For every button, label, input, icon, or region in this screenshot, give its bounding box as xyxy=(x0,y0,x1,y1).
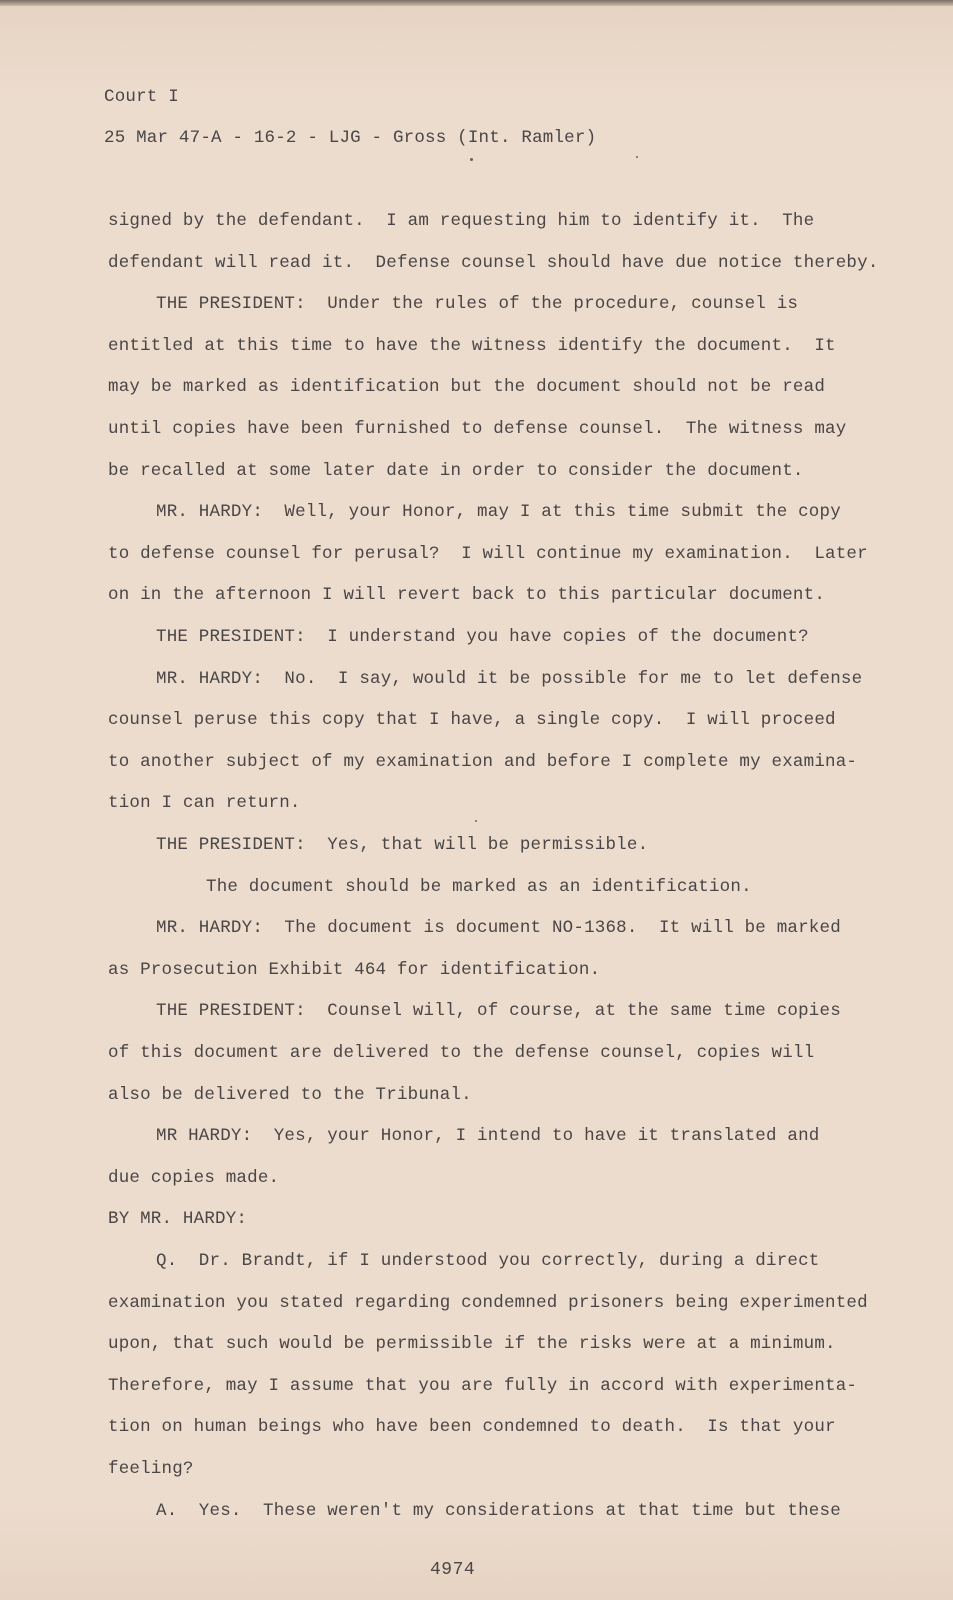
transcript-line: may be marked as identification but the document should not be read xyxy=(108,377,826,398)
transcript-line: MR HARDY: Yes, your Honor, I intend to have it translated and xyxy=(156,1126,820,1147)
page-number: 4974 xyxy=(430,1560,476,1580)
transcript-line: to defense counsel for perusal? I will continue my examination. Later xyxy=(108,543,868,564)
paper-speck xyxy=(475,820,477,822)
transcript-line: The document should be marked as an identification. xyxy=(206,876,752,897)
transcript-line: THE PRESIDENT: I understand you have copies of the document? xyxy=(156,627,809,647)
transcript-line: THE PRESIDENT: Counsel will, of course, at the same time copies xyxy=(156,1001,841,1022)
transcript-line: MR. HARDY: The document is document NO-1368. It will be marked xyxy=(156,918,841,939)
transcript-line: on in the afternoon I will revert back to this particular document. xyxy=(108,585,826,606)
transcript-line: defendant will read it. Defense counsel should have due notice thereby. xyxy=(108,252,879,273)
transcript-line: examination you stated regarding condemned prisoners being experimented xyxy=(108,1292,868,1313)
session-reference: 25 Mar 47-A - 16-2 - LJG - Gross (Int. Ramler) xyxy=(104,128,597,148)
paper-speck xyxy=(470,158,473,161)
transcript-line: Q. Dr. Brandt, if I understood you correctly, during a direct xyxy=(156,1251,820,1271)
transcript-line: be recalled at some later date in order to consider the document. xyxy=(108,460,804,481)
transcript-line: MR. HARDY: Well, your Honor, may I at this time submit the copy xyxy=(156,502,841,523)
transcript-line: signed by the defendant. I am requesting him to identify it. The xyxy=(108,211,815,231)
transcript-line: counsel peruse this copy that I have, a single copy. I will proceed xyxy=(108,710,836,731)
transcript-line: MR. HARDY: No. I say, would it be possible for me to let defense xyxy=(156,668,863,689)
transcript-line: of this document are delivered to the defense counsel, copies will xyxy=(108,1043,815,1063)
transcript-line: also be delivered to the Tribunal. xyxy=(108,1084,472,1105)
paper-speck xyxy=(636,156,638,158)
transcript-line: BY MR. HARDY: xyxy=(108,1209,248,1230)
transcript-line: to another subject of my examination and before I complete my examina- xyxy=(108,751,858,772)
transcript-line: upon, that such would be permissible if the risks were at a minimum. xyxy=(108,1334,836,1355)
transcript-line: entitled at this time to have the witness identify the document. It xyxy=(108,335,836,356)
court-label: Court I xyxy=(104,87,179,107)
transcript-line: until copies have been furnished to defense counsel. The witness may xyxy=(108,419,847,439)
transcript-line: A. Yes. These weren't my considerations at that time but these xyxy=(156,1500,841,1521)
transcript-line: tion I can return. xyxy=(108,793,301,814)
transcript-line: tion on human beings who have been condemned to death. Is that your xyxy=(108,1417,836,1438)
transcript-line: feeling? xyxy=(108,1459,194,1479)
transcript-line: Therefore, may I assume that you are fully in accord with experimenta- xyxy=(108,1375,858,1396)
transcript-line: as Prosecution Exhibit 464 for identification. xyxy=(108,959,601,980)
transcript-line: due copies made. xyxy=(108,1167,280,1188)
transcript-line: THE PRESIDENT: Yes, that will be permissible. xyxy=(156,835,649,855)
transcript-line: THE PRESIDENT: Under the rules of the procedure, counsel is xyxy=(156,294,799,315)
